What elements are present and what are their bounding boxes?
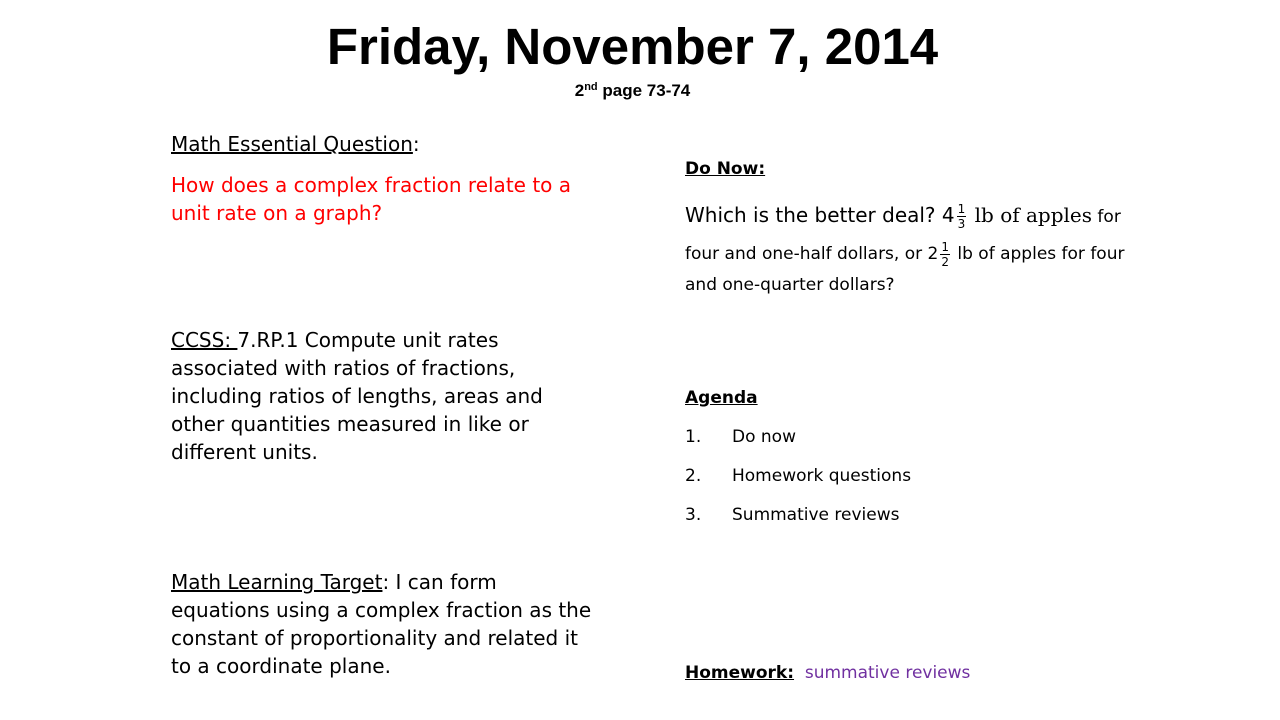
- homework-label: Homework:: [685, 663, 795, 683]
- fraction-1-denominator: 3: [957, 217, 966, 231]
- do-now-question-line3: and one-quarter dollars?: [685, 275, 895, 295]
- essential-question-text: How does a complex fraction relate to a unit rate on a graph?: [171, 173, 572, 225]
- subtitle-ordinal: 2: [574, 81, 585, 100]
- fraction-one-third: [957, 202, 967, 231]
- do-now-question-line2: [685, 238, 1205, 270]
- do-now-line2-end: lb of apples for four: [951, 244, 1125, 264]
- agenda-item-number: 2.: [685, 466, 702, 486]
- do-now-question-line1: [685, 193, 1205, 239]
- page-subtitle: [0, 80, 1265, 102]
- essential-question-heading: [171, 130, 601, 158]
- agenda-item: [685, 466, 1205, 505]
- agenda-label: Agenda: [685, 388, 758, 408]
- do-now-label: Do Now:: [685, 159, 766, 179]
- do-now-question-start: Which is the better deal? 4: [685, 203, 955, 227]
- ccss-label: CCSS:: [171, 328, 238, 352]
- do-now-serif-text: lb of apples: [968, 203, 1093, 227]
- fraction-one-half: [940, 240, 950, 269]
- agenda-item: [685, 505, 1205, 544]
- essential-question-colon: :: [412, 132, 420, 156]
- do-now-line2-start: four and one-half dollars, or 2: [685, 244, 939, 264]
- ccss-text: 7.RP.1 Compute unit rates associated with ratios of fractions, including ratios of lengths, areas and other quantities measured in like or different units.: [171, 328, 543, 464]
- ccss-block: [171, 326, 601, 466]
- agenda-item-number: 3.: [685, 505, 702, 525]
- fraction-1-numerator: 1: [957, 202, 966, 216]
- agenda-item: [685, 427, 1205, 466]
- fraction-2-numerator: 1: [941, 239, 949, 254]
- agenda-item-text: Homework questions: [732, 466, 912, 486]
- fraction-2-denominator: 2: [941, 254, 949, 269]
- learning-target-label: Math Learning Target: [171, 570, 383, 594]
- learning-target-text: : I can form equations using a complex fraction as the constant of proportionality and related it to a coordinate plane.: [171, 570, 592, 678]
- agenda-item-number: 1.: [685, 427, 702, 447]
- page-title: Friday, November 7, 2014: [326, 18, 939, 75]
- agenda-item-text: Do now: [732, 427, 796, 447]
- homework-line: [685, 662, 1205, 684]
- subtitle-suffix: nd: [584, 81, 598, 93]
- essential-question-label: Math Essential Question: [171, 132, 413, 156]
- subtitle-rest: page 73-74: [597, 81, 691, 100]
- learning-target-block: [171, 568, 601, 680]
- homework-text: summative reviews: [804, 663, 971, 683]
- agenda-item-text: Summative reviews: [732, 505, 900, 525]
- do-now-after-serif: for: [1092, 207, 1121, 227]
- agenda-list: [685, 427, 1205, 544]
